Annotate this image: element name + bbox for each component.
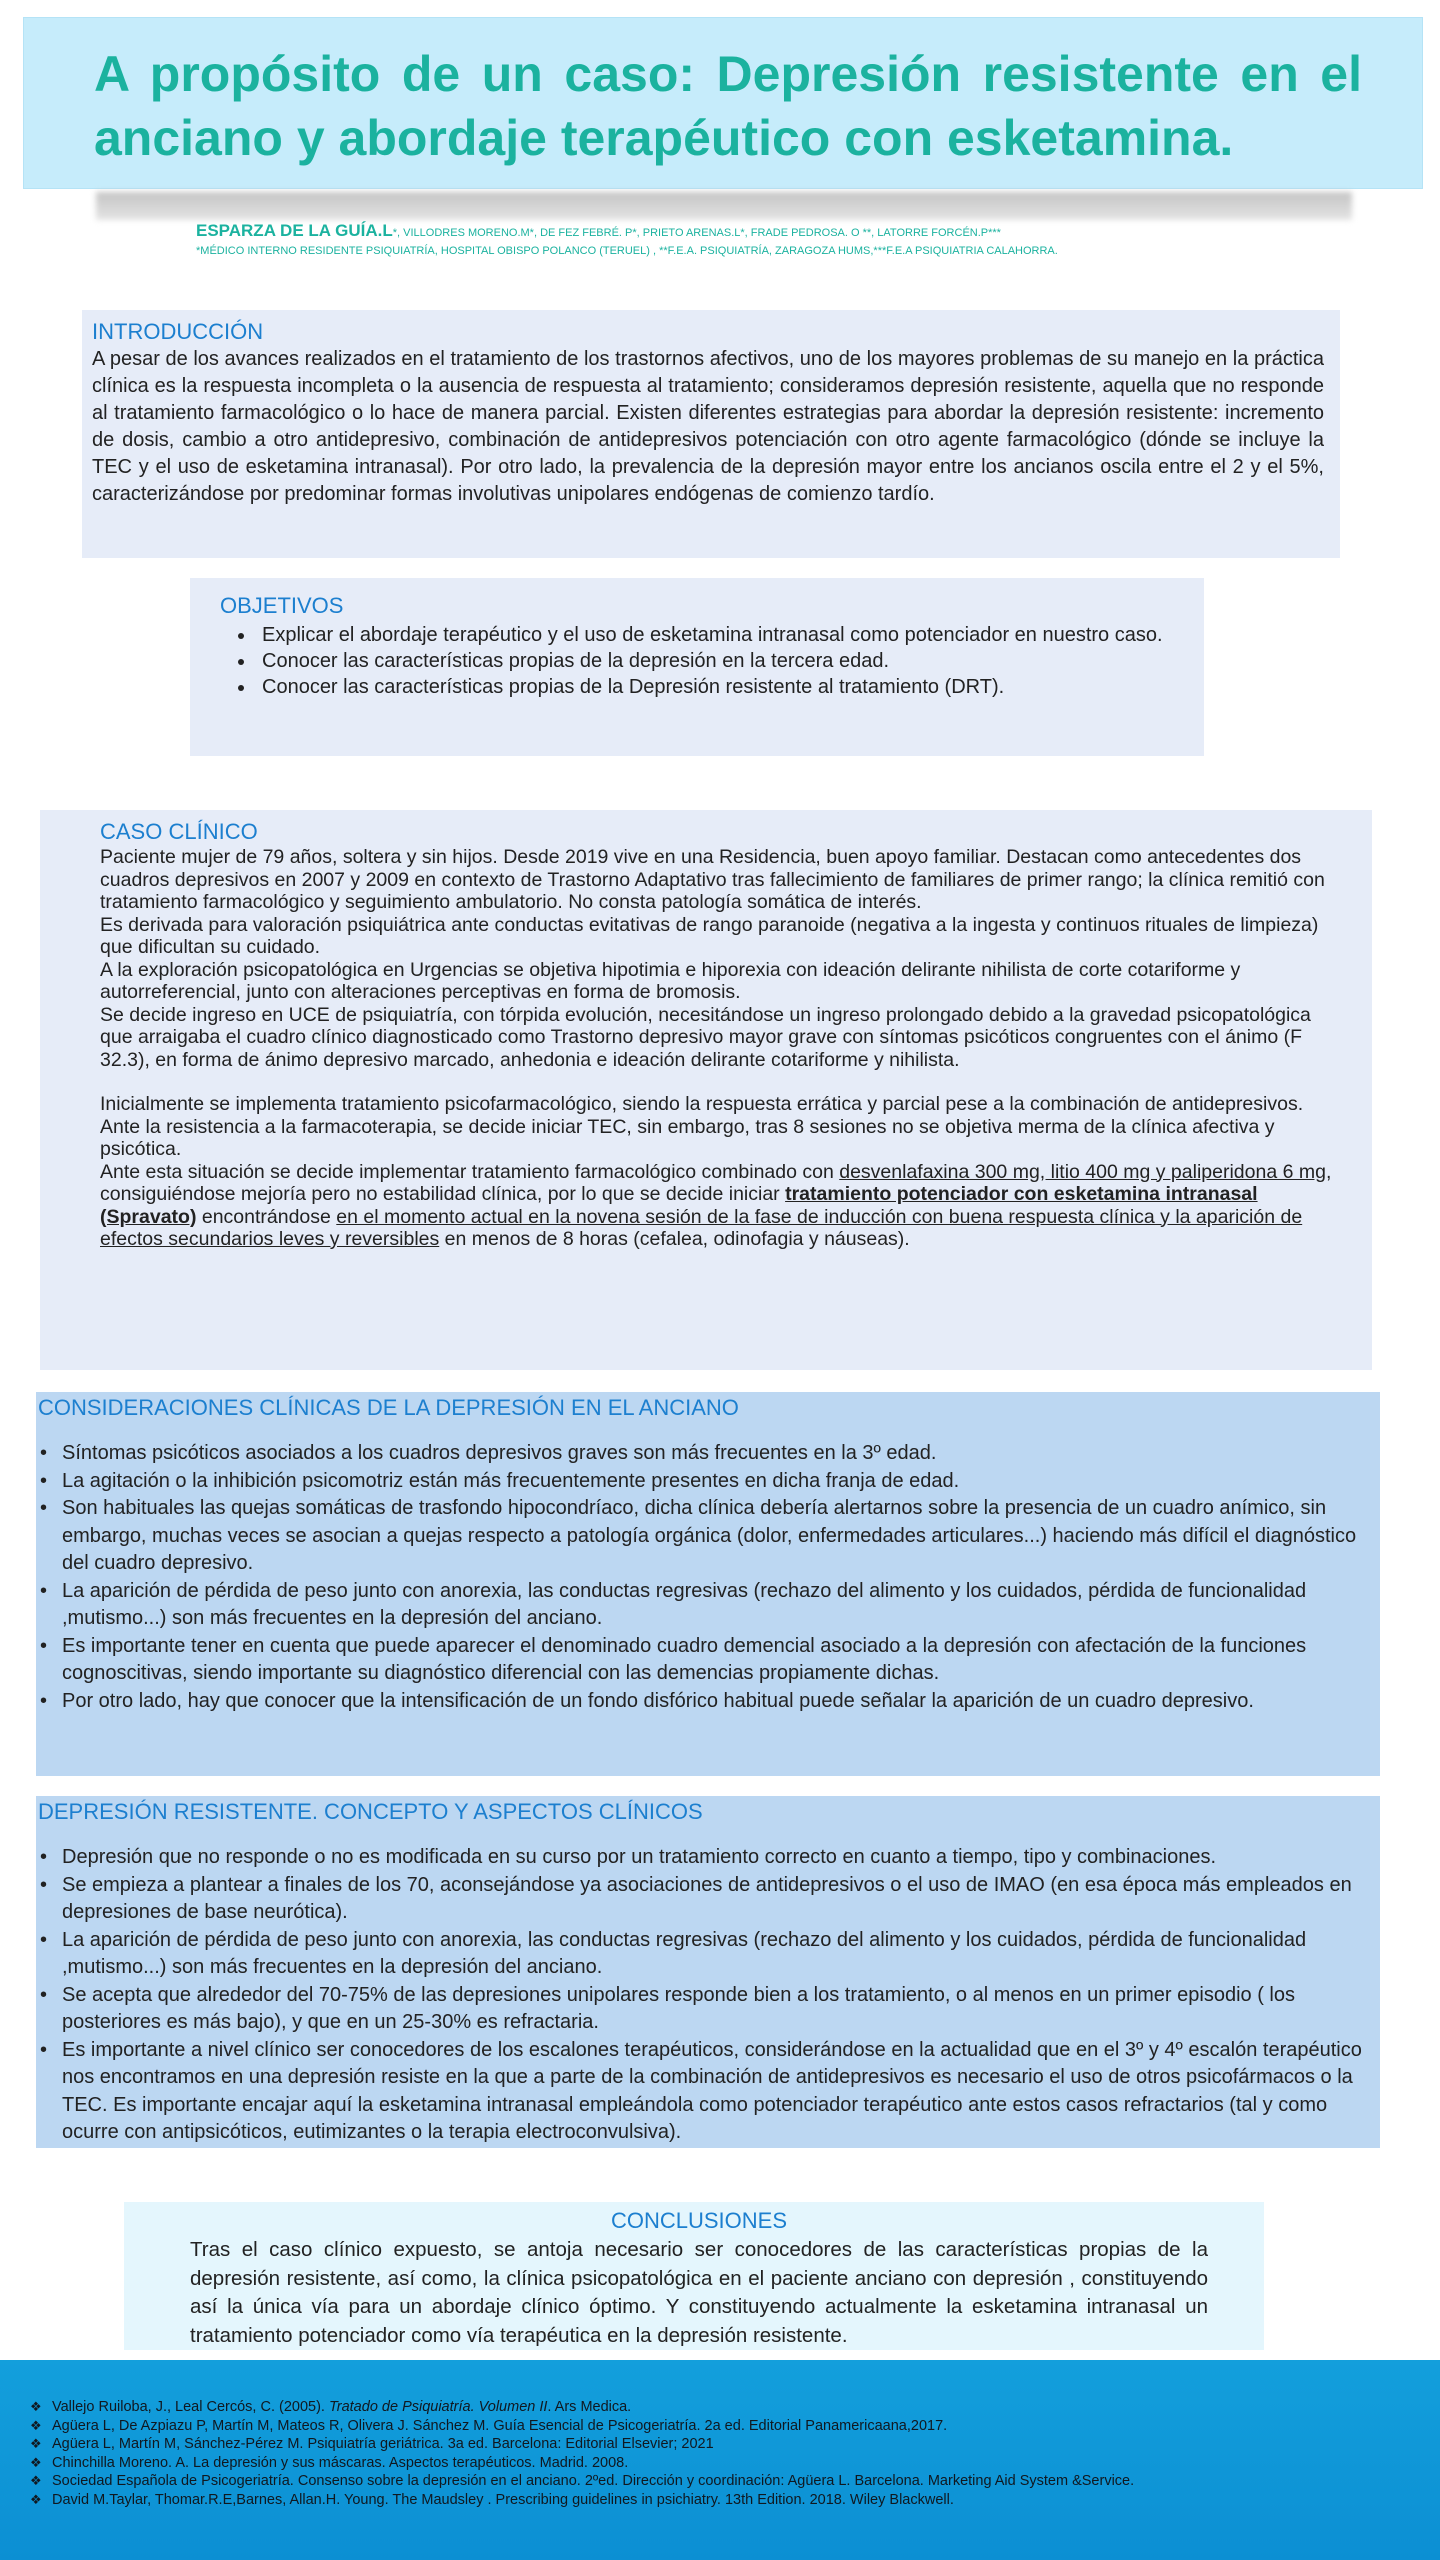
intro-title: INTRODUCCIÓN	[92, 319, 264, 344]
bold-underlined-text: tratamiento potenciador con esketamina intranasal (Spravato)	[100, 1183, 1258, 1228]
consideraciones-list	[36, 1440, 1370, 1715]
references-footer	[0, 2360, 1440, 2560]
title-shadow	[96, 192, 1352, 220]
list-item: • Se acepta que alrededor del 70-75% de las depresiones unipolares responde bien a los tratamiento, o al menos en un primer episodio ( los posteriores es más bajo), y que en un 25-30% es refractaria.	[36, 1982, 1370, 2037]
conclusiones-title: CONCLUSIONES	[610, 2208, 788, 2233]
objetivos-list	[220, 622, 1180, 700]
intro-section	[82, 310, 1340, 558]
list-item: • Es importante tener en cuenta que puede aparecer el denominado cuadro demencial asociado a la depresión con afectación de la funciones cognoscitivas, siendo importante su diagnóstico diferencial con las demencias propiamente dichas.	[36, 1633, 1370, 1688]
list-item: • La aparición de pérdida de peso junto con anorexia, las conductas regresivas (rechazo del alimento y los cuidados, pérdida de funcionalidad ,mutismo...) son más frecuentes en la depresión del anciano.	[36, 1578, 1370, 1633]
list-item: • La aparición de pérdida de peso junto con anorexia, las conductas regresivas (rechazo del alimento y los cuidados, pérdida de funcionalidad ,mutismo...) son más frecuentes en la depresión del anciano.	[36, 1927, 1370, 1982]
list-item: • La agitación o la inhibición psicomotriz están más frecuentemente presentes en dicha franja de edad.	[36, 1468, 1370, 1496]
references-list	[28, 2398, 1440, 2509]
underlined-text: desvenlafaxina 300 mg, litio 400 mg y paliperidona 6 mg	[839, 1160, 1326, 1183]
reference-item: ❖ Sociedad Española de Psicogeriatría. Consenso sobre la depresión en el anciano. 2ºed. Dirección y coordinación: Agüera L. Barcelona. Marketing Aid System &Service.	[28, 2472, 1440, 2491]
depresion-resistente-list	[36, 1844, 1370, 2147]
list-item: • Síntomas psicóticos asociados a los cuadros depresivos graves son más frecuentes en la 3º edad.	[36, 1440, 1370, 1468]
caso-paragraph: Es derivada para valoración psiquiátrica ante conductas evitativas de rango paranoide (negativa a la ingesta y continuos rituales de limpieza) que dificultan su cuidado.	[100, 913, 1319, 958]
co-authors: *, VILLODRES MORENO.M*, DE FEZ FEBRÉ. P*, PRIETO ARENAS.L*, FRADE PEDROSA. O **, LATORRE FORCÉN.P***	[392, 227, 1001, 239]
caso-paragraph: Inicialmente se implementa tratamiento psicofarmacológico, siendo la respuesta errática y parcial pese a la combinación de antidepresivos. Ante la resistencia a la farmacoterapia, se decide iniciar TEC, sin embargo, tras 8 sesiones no se objetiva merma de la clínica afectiva y psicótica.	[100, 1093, 1304, 1160]
ref-italic: Tratado de Psiquiatría. Volumen II	[328, 2399, 548, 2415]
ref-text: Vallejo Ruiloba, J., Leal Cercós, C. (2005).	[52, 2399, 329, 2415]
list-item: • Se empieza a plantear a finales de los 70, aconsejándose ya asociaciones de antidepresivos o el uso de IMAO (en esa época más empleados en depresiones de base neurótica).	[36, 1872, 1370, 1927]
text-run: en menos de 8 horas (cefalea, odinofagia y náuseas).	[439, 1228, 910, 1250]
affiliations: *MÉDICO INTERNO RESIDENTE PSIQUIATRÍA, HOSPITAL OBISPO POLANCO (TERUEL) , **F.E.A. PSIQUIATRÍA, ZARAGOZA HUMS,***F.E.A PSIQUIATRIA CALAHORRA.	[196, 245, 1058, 257]
main-author: ESPARZA DE LA GUÍA.L	[196, 221, 393, 240]
list-item: • Es importante a nivel clínico ser conocedores de los escalones terapéuticos, considerándose en la actualidad que en el 3º y 4º escalón terapéutico nos encontramos en una depresión resiste en la que a parte de la combinación de antidepresivos es necesario el uso de otros psicofármacos o la TEC. Es importante encajar aquí la esketamina intranasal empleándola como potenciador terapéutico ante estos casos refractarios (tal y como ocurre con antipsicóticos, eutimizantes o la terapia electroconvulsiva).	[36, 2037, 1370, 2147]
consideraciones-title: CONSIDERACIONES CLÍNICAS DE LA DEPRESIÓN EN EL ANCIANO	[38, 1395, 739, 1420]
caso-clinico-section	[40, 810, 1372, 1370]
caso-paragraph: A la exploración psicopatológica en Urgencias se objetiva hipotimia e hiporexia con ideación delirante nihilista de corte cotariforme y autorreferencial, junto con alteraciones perceptivas en forma de bromosis.	[100, 958, 1241, 1003]
reference-item: ❖ Chinchilla Moreno. A. La depresión y sus máscaras. Aspectos terapéuticos. Madrid. 2008.	[28, 2454, 1440, 2473]
caso-title: CASO CLÍNICO	[100, 819, 258, 844]
caso-paragraph: Paciente mujer de 79 años, soltera y sin hijos. Desde 2019 vive en una Residencia, buen apoyo familiar. Destacan como antecedentes dos cuadros depresivos en 2007 y 2009 en contexto de Trastorno Adaptativo tras fallecimiento de familiares de primer rango; la clínica remitió con tratamiento farmacológico y seguimiento ambulatorio. No consta patología somática de interés.	[100, 846, 1325, 913]
conclusiones-text: Tras el caso clínico expuesto, se antoja necesario ser conocedores de las características propias de la depresión resistente, así como, la clínica psicopatológica en el paciente anciano con depresión , constituyendo así la única vía para un abordaje clínico óptimo. Y constituyendo actualmente la esketamina intranasal un tratamiento potenciador como vía terapéutica en la depresión resistente.	[190, 2238, 1208, 2347]
text-run: Ante esta situación se decide implementar tratamiento farmacológico combinado con	[100, 1160, 840, 1183]
reference-item: ❖ David M.Taylar, Thomar.R.E,Barnes, Allan.H. Young. The Maudsley . Prescribing guidelines in psichiatry. 13th Edition. 2018. Wiley Blackwell.	[28, 2491, 1440, 2510]
list-item: • Explicar el abordaje terapéutico y el uso de esketamina intranasal como potenciador en nuestro caso.	[256, 622, 1180, 648]
list-item: • Conocer las características propias de la Depresión resistente al tratamiento (DRT).	[256, 674, 1180, 700]
reference-item	[28, 2398, 1440, 2417]
objetivos-title: OBJETIVOS	[220, 593, 344, 618]
depresion-resistente-section	[36, 1796, 1380, 2148]
text-run: , consiguiéndose mejoría pero no estabilidad clínica, por lo que se decide iniciar	[100, 1160, 1332, 1205]
caso-body	[100, 846, 1332, 1251]
caso-paragraph: Se decide ingreso en UCE de psiquiatría, con tórpida evolución, necesitándose un ingreso prolongado debido a la gravedad psicopatológica que arraigaba el cuadro clínico diagnosticado como Trastorno depresivo mayor grave con síntomas psicóticos congruentes con el ánimo (F 32.3), en forma de ánimo depresivo marcado, anhedonia e ideación delirante cotariforme y nihilista.	[100, 1003, 1311, 1071]
text-run: encontrándose	[196, 1205, 337, 1228]
list-item: • Son habituales las quejas somáticas de trasfondo hipocondríaco, dicha clínica debería alertarnos sobre la presencia de un cuadro anímico, sin embargo, muchas veces se asocian a quejas respecto a patología orgánica (dolor, enfermedades articulares...) haciendo más difícil el diagnóstico del cuadro depresivo.	[36, 1495, 1370, 1578]
underlined-text: en el momento actual en la novena sesión de la fase de inducción con buena respuesta clínica y la aparición de efectos secundarios leves y reversibles	[100, 1205, 1303, 1250]
list-item: • Por otro lado, hay que conocer que la intensificación de un fondo disfórico habitual puede señalar la aparición de un cuadro depresivo.	[36, 1688, 1370, 1716]
list-item: • Conocer las características propias de la depresión en la tercera edad.	[256, 648, 1180, 674]
title-banner	[24, 18, 1422, 188]
poster-title: A propósito de un caso: Depresión resistente en el anciano y abordaje terapéutico con esketamina.	[94, 46, 1362, 166]
conclusiones-section	[124, 2202, 1264, 2350]
reference-item: ❖ Agüera L, Martín M, Sánchez-Pérez M. Psiquiatría geriátrica. 3a ed. Barcelona: Editorial Elsevier; 2021	[28, 2435, 1440, 2454]
authors-block	[196, 222, 1396, 260]
consideraciones-section	[36, 1392, 1380, 1776]
ref-text: . Ars Medica.	[547, 2399, 632, 2415]
intro-text: A pesar de los avances realizados en el tratamiento de los trastornos afectivos, uno de los mayores problemas de su manejo en la práctica clínica es la respuesta incompleta o la ausencia de respuesta al tratamiento; consideramos depresión resistente, aquella que no responde al tratamiento farmacológico o lo hace de manera parcial. Existen diferentes estrategias para abordar la depresión resistente: incremento de dosis, cambio a otro antidepresivo, combinación de antidepresivos potenciación con otro agente farmacológico (dónde se incluye la TEC y el uso de esketamina intranasal). Por otro lado, la prevalencia de la depresión mayor entre los ancianos oscila entre el 2 y el 5%, caracterizándose por predominar formas involutivas unipolares endógenas de comienzo tardío.	[92, 348, 1324, 505]
reference-item: ❖ Agüera L, De Azpiazu P, Martín M, Mateos R, Olivera J. Sánchez M. Guía Esencial de Psicogeriatría. 2a ed. Editorial Panamericaana,2017.	[28, 2417, 1440, 2436]
caso-paragraph	[100, 1161, 1332, 1251]
list-item: • Depresión que no responde o no es modificada en su curso por un tratamiento correcto en cuanto a tiempo, tipo y combinaciones.	[36, 1844, 1370, 1872]
depresion-resistente-title: DEPRESIÓN RESISTENTE. CONCEPTO Y ASPECTOS CLÍNICOS	[38, 1799, 703, 1824]
objetivos-section	[190, 578, 1204, 756]
